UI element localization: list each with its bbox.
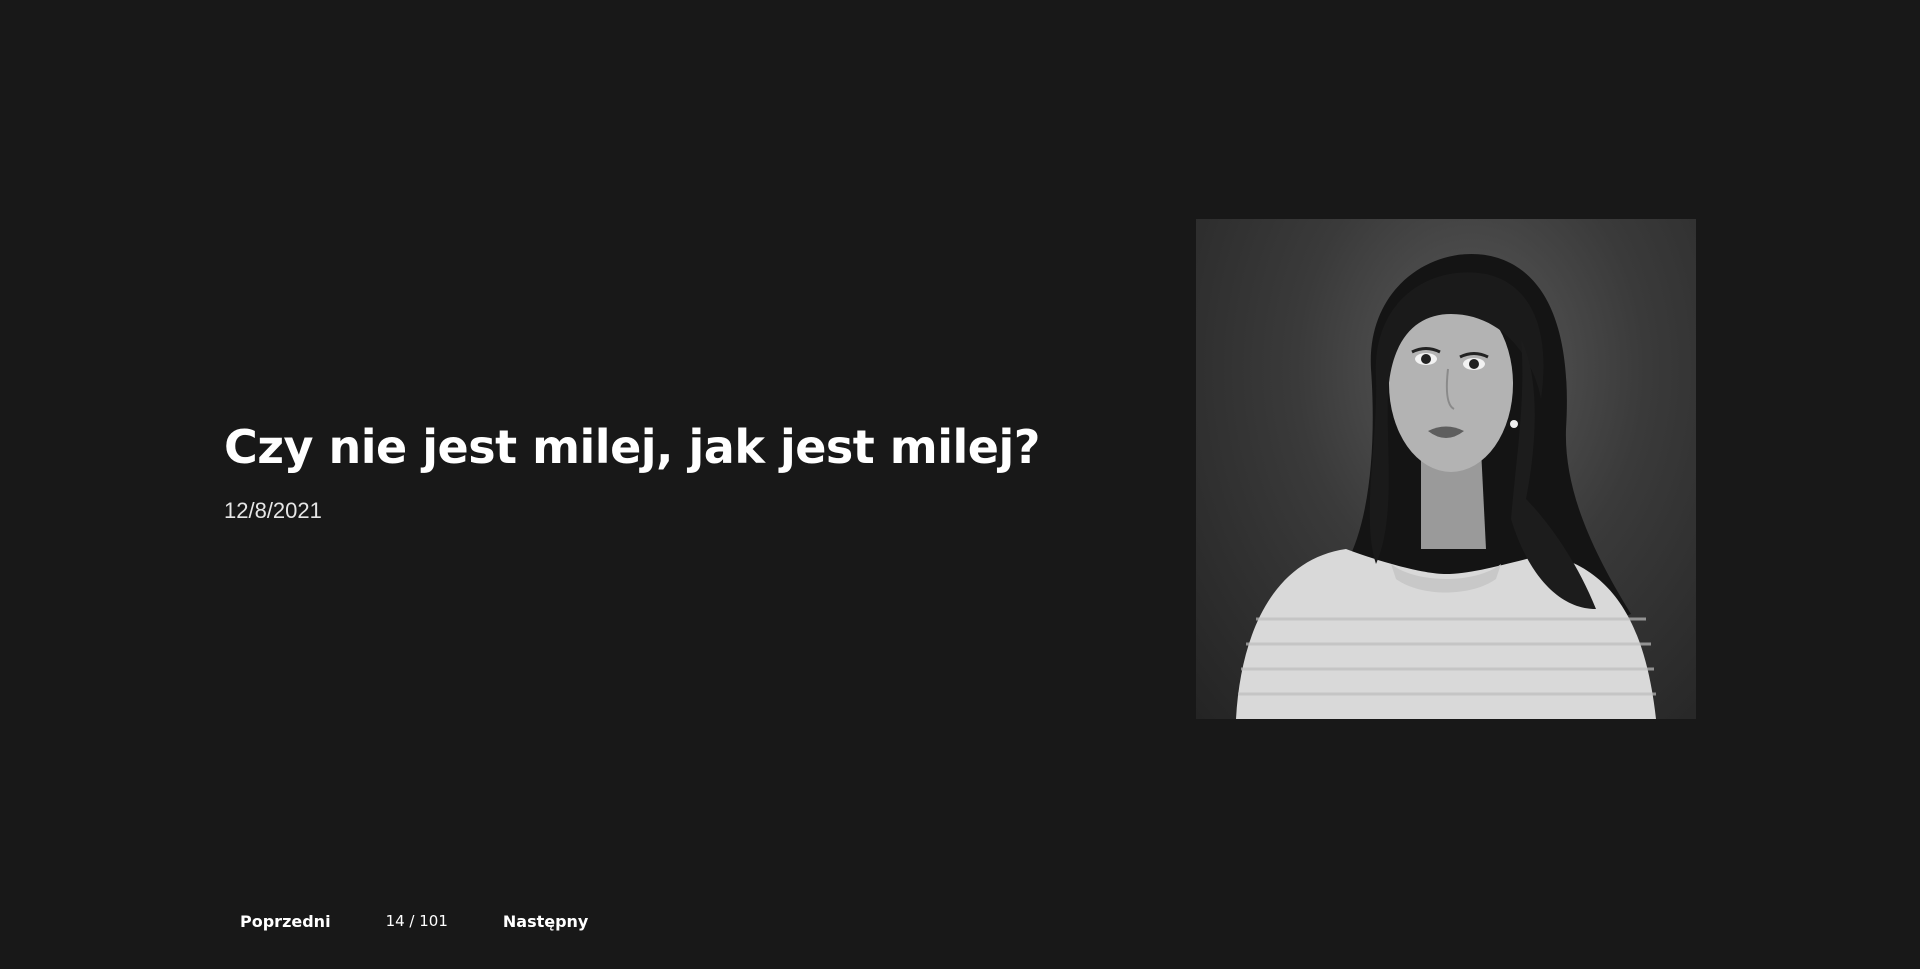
article-photo <box>1196 219 1696 719</box>
pagination <box>224 910 604 932</box>
page-counter: 14 / 101 <box>385 912 448 930</box>
article-title: Czy nie jest milej, jak jest milej? <box>224 420 1040 474</box>
article-date: 12/8/2021 <box>224 498 322 523</box>
portrait-photo-icon <box>1196 219 1696 719</box>
previous-button[interactable]: Poprzedni <box>240 911 331 931</box>
next-button[interactable]: Następny <box>502 911 589 931</box>
